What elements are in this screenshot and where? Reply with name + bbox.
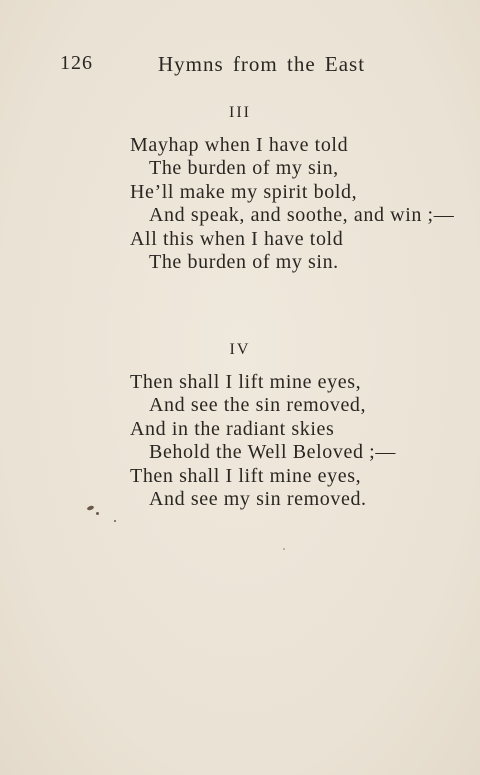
ink-speck: [283, 548, 285, 550]
verse-line: And see my sin removed.: [149, 488, 367, 511]
verse-line: And speak, and soothe, and win ;—: [149, 204, 455, 227]
stanza-number-4: IV: [229, 341, 251, 358]
verse-line: Behold the Well Beloved ;—: [149, 441, 396, 464]
verse-line: Then shall I lift mine eyes,: [130, 464, 362, 487]
page-header: [0, 52, 480, 82]
stanza-3: [130, 134, 454, 274]
stanza-number-3: III: [229, 104, 251, 121]
running-title: Hymns from the East: [158, 52, 366, 76]
verse-line: Mayhap when I have told: [130, 134, 349, 156]
verse-line: The burden of my sin,: [149, 157, 339, 180]
page-number: 126: [60, 52, 93, 74]
stanza-4: [130, 371, 396, 511]
verse-line: He’ll make my spirit bold,: [130, 180, 358, 203]
ink-speck: [114, 520, 116, 522]
ink-speck: [87, 505, 95, 511]
verse-line: All this when I have told: [130, 227, 344, 250]
ink-speck: [96, 512, 99, 515]
verse-line: Then shall I lift mine eyes,: [130, 371, 362, 393]
verse-line: The burden of my sin.: [149, 251, 339, 274]
verse-line: And in the radiant skies: [130, 417, 335, 440]
verse-line: And see the sin removed,: [149, 394, 367, 417]
